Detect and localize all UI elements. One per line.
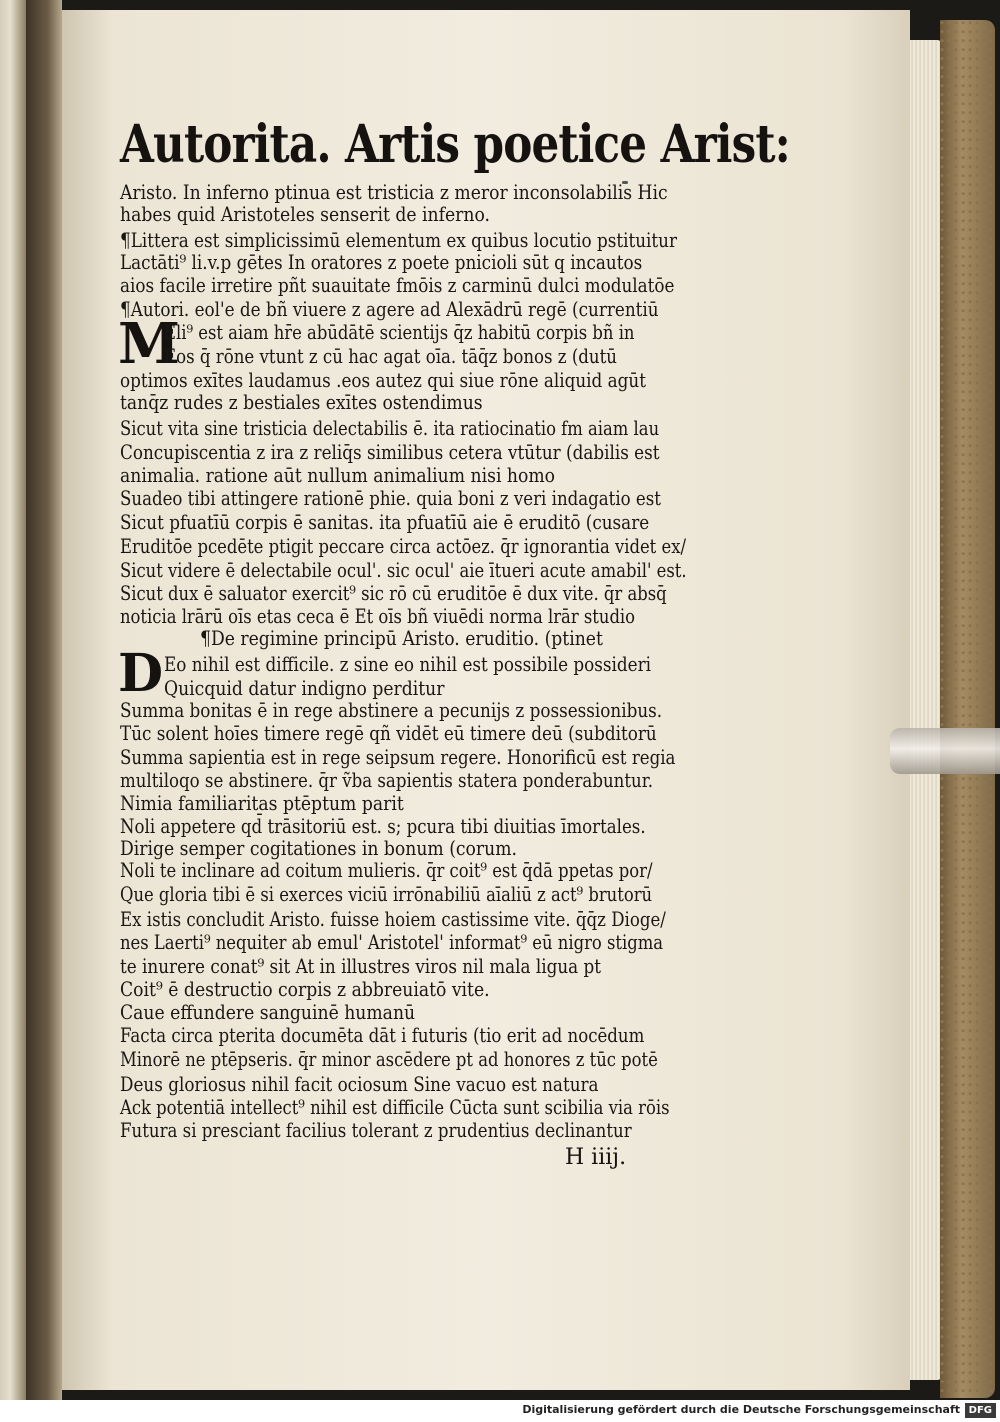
previous-page-edge [0,0,26,1400]
text-line: Sicut videre ē delectabile ocul'. sic ocul' aie ītueri acute amabil' est. [120,558,687,582]
signature-mark: H iiij. [565,1145,627,1170]
text-line: Eli⁹ est aiam hr̄e abūdātē scientijs q̄z habitū corpis bñ in [164,320,635,344]
text-line: Que gloria tibi ē si exerces viciū irrōnabiliū aīaliū z act⁹ brutorū [120,882,653,906]
initial-capital-m: M [118,311,180,377]
text-line: Eo nihil est difficile. z sine eo nihil est possibile possideri [164,652,651,676]
text-line: Lactāti⁹ li.v.p gētes In oratores z poete pnicioli sūt q incautos [120,250,643,274]
text-line: Noli te inclinare ad coitum mulieris. q̄r coit⁹ est q̄dā ppetas por/ [120,858,653,882]
text-line: Eruditōe pcedēte ptigit peccare circa actōez. q̄r ignorantia videt ex/ [120,534,686,558]
text-line: Facta circa pterita documēta dāt i futuris (tio erit ad nocēdum [120,1023,645,1047]
text-line: Dirige semper cogitationes in bonum (corum. [120,836,517,860]
text-line: ¶Autori. eol'e de bñ viuere z agere ad Alexādrū regē (currentiū [120,297,659,321]
text-line: Caue effundere sanguinē humanū [120,1000,416,1024]
text-line: Sicut dux ē saluator exercit⁹ sic rō cū eruditōe ē dux vite. q̄r absq̄ [120,581,667,605]
text-line: Nimia familiaritas ptēptum parit [120,791,404,815]
page-heading: Autorita. Artis poetice Arist: [120,114,790,175]
text-line: Minorē ne ptēpseris. q̄r minor ascēdere pt ad honores z tūc potē [120,1047,658,1071]
page-stack-edge [905,40,943,1380]
text-line: nes Laerti⁹ nequiter ab emul' Aristotel' informat⁹ eū nigro stigma [120,930,664,954]
text-line: Sicut pfuatīū corpis ē sanitas. ita pfuatīū aie ē eruditō (cusare [120,510,650,534]
text-line: Deus gloriosus nihil facit ociosum Sine vacuo est natura [120,1072,599,1096]
text-line: Aristo. In inferno ptinua est tristicia z meror inconsolabilis Hic [120,180,668,204]
text-line: Noli appetere qd̄ trāsitoriū est. s; pcura tibi diuitias īmortales. [120,814,646,838]
text-line: aios facile irretire pñt suauitate fmōis z carminū dulci modulatōe [120,273,675,297]
text-line: habes quid Aristoteles senserit de inferno. [120,202,490,226]
text-line: Summa bonitas ē in rege abstinere a pecunijs z possessionibus. [120,698,663,722]
dfg-logo: DFG [965,1403,996,1418]
text-line: Tūc solent hoīes timere regē qñ vidēt eū timere deū (subditorū [120,721,657,745]
text-line: Quicquid datur indigno perditur [164,676,445,700]
text-line: animalia. ratione aūt nullum animalium nisi homo [120,463,556,487]
text-line: Futura si presciant facilius tolerant z prudentius declinantur [120,1118,632,1142]
text-line: Concupiscentia z ira z reliq̄s similibus cetera vtūtur (dabilis est [120,440,660,464]
text-line: Eos q̄ rōne vtunt z cū hac agat oīa. tāq̄z bonos z (dutū [164,344,617,368]
text-line: Summa sapientia est in rege seipsum regere. Honorificū est regia [120,745,676,769]
text-line: Sicut vita sine tristicia delectabilis ē. ita ratiocinatio fm aiam lau [120,416,660,440]
text-line: Suadeo tibi attingere rationē phie. quia boni z veri indagatio est [120,486,661,510]
book-gutter [26,0,62,1400]
text-line: ¶De regimine principū Aristo. eruditio. (ptinet [200,626,603,650]
footer-credit: Digitalisierung gefördert durch die Deutsche Forschungsgemeinschaft [522,1403,960,1416]
text-line: optimos exītes laudamus .eos autez qui siue rōne aliquid agūt [120,368,646,392]
book-cover-edge [940,20,995,1398]
digitization-footer [0,1400,1000,1422]
text-line: multiloqo se abstinere. q̄r ṽba sapientis statera ponderabuntur. [120,768,654,792]
text-line: Ack potentiā intellect⁹ nihil est difficile Cūcta sunt scibilia via rōis [120,1095,670,1119]
text-line: Ex istis concludit Aristo. fuisse hoiem castissime vite. q̄q̄z Dioge/ [120,907,666,931]
text-line: noticia lrārū oīs etas ceca ē Et oīs bñ viuēdi norma lrār studio [120,604,636,628]
text-line: Coit⁹ ē destructio corpis z abbreuiatō vite. [120,977,490,1001]
text-line: tanq̄z rudes z bestiales exītes ostendimus [120,390,483,414]
page-holder-clip [890,728,1000,774]
text-line: ¶Littera est simplicissimū elementum ex quibus locutio pstituitur [120,228,677,252]
text-line: te inurere conat⁹ sit At in illustres viros nil mala ligua pt [120,954,602,978]
initial-capital-d: D [118,643,164,704]
